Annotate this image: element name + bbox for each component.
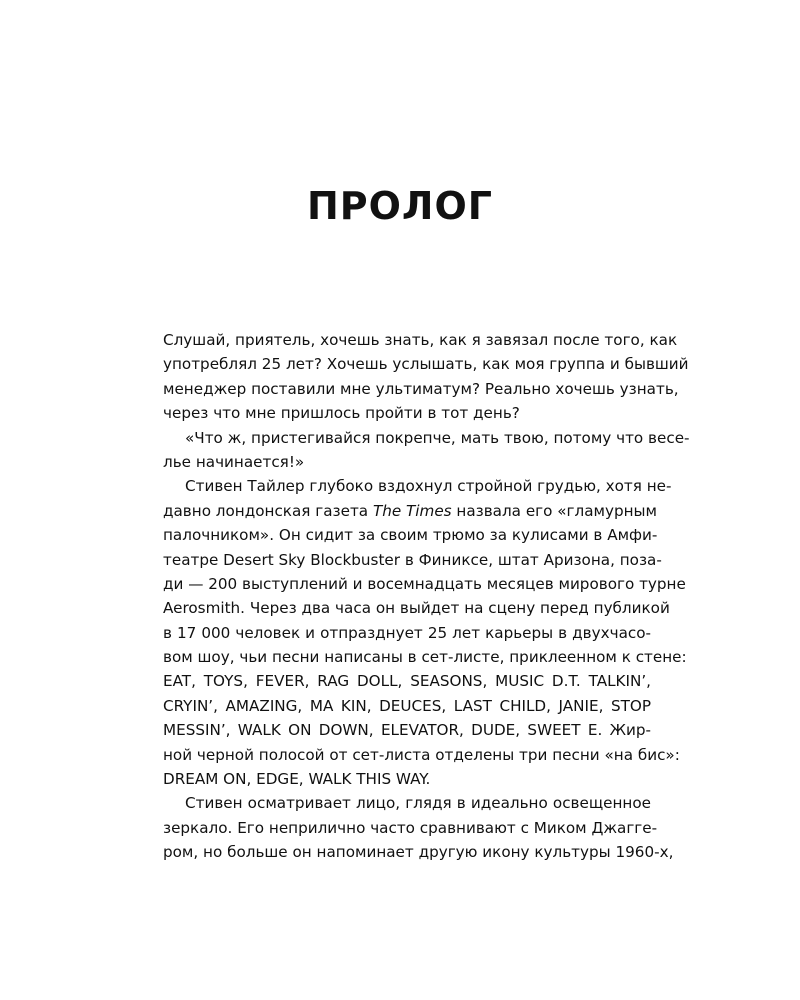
text-segment: давно лондонская газета — [163, 501, 373, 520]
text-line: зеркало. Его неприлично часто сравнивают с Миком Джагге- — [163, 818, 658, 837]
text-line: DREAM ON, EDGE, WALK THIS WAY. — [163, 770, 431, 789]
text-line: Aerosmith. Через два часа он выйдет на сцену перед публикой — [163, 599, 670, 618]
text-line: лье начинается!» — [163, 452, 305, 471]
text-line: ром, но больше он напоминает другую икону культуры 1960-х, — [163, 843, 674, 862]
text-line: Стивен Тайлер глубоко вздохнул стройной грудью, хотя не- — [185, 477, 672, 496]
chapter-body — [163, 328, 690, 865]
text-line: вом шоу, чьи песни написаны в сет-листе, приклеенном к стене: — [163, 648, 687, 667]
text-line: Стивен осматривает лицо, глядя в идеально освещенное — [185, 794, 651, 813]
text-line: ной черной полосой от сет-листа отделены три песни «на бис»: — [163, 745, 680, 764]
text-line: палочником». Он сидит за своим трюмо за кулисами в Амфи- — [163, 526, 658, 545]
text-line: CRYIN’, AMAZING, MA KIN, DEUCES, LAST CHILD, JANIE, STOP — [163, 696, 651, 715]
newspaper-name: The Times — [372, 501, 452, 520]
text-line — [163, 499, 658, 523]
text-line: через что мне пришлось пройти в тот день? — [163, 404, 520, 423]
text-line: ди — 200 выступлений и восемнадцать месяцев мирового турне — [163, 574, 686, 593]
chapter-title: ПРОЛОГ — [306, 184, 494, 228]
text-line: употреблял 25 лет? Хочешь услышать, как моя группа и бывший — [163, 355, 689, 374]
text-line: MESSIN’, WALK ON DOWN, ELEVATOR, DUDE, SWEET E. Жир- — [163, 721, 651, 740]
text-segment: назвала его «гламурным — [451, 501, 658, 520]
text-line: в 17 000 человек и отпразднует 25 лет карьеры в двухчасо- — [163, 623, 651, 642]
text-line: менеджер поставили мне ультиматум? Реально хочешь узнать, — [163, 379, 679, 398]
text-line: «Что ж, пристегивайся покрепче, мать твою, потому что весе- — [185, 428, 690, 447]
text-line: Слушай, приятель, хочешь знать, как я завязал после того, как — [163, 331, 678, 349]
text-line: EAT, TOYS, FEVER, RAG DOLL, SEASONS, MUSIC D.T. TALKIN’, — [163, 672, 651, 691]
text-line: театре Desert Sky Blockbuster в Финиксе, штат Аризона, поза- — [163, 550, 662, 569]
